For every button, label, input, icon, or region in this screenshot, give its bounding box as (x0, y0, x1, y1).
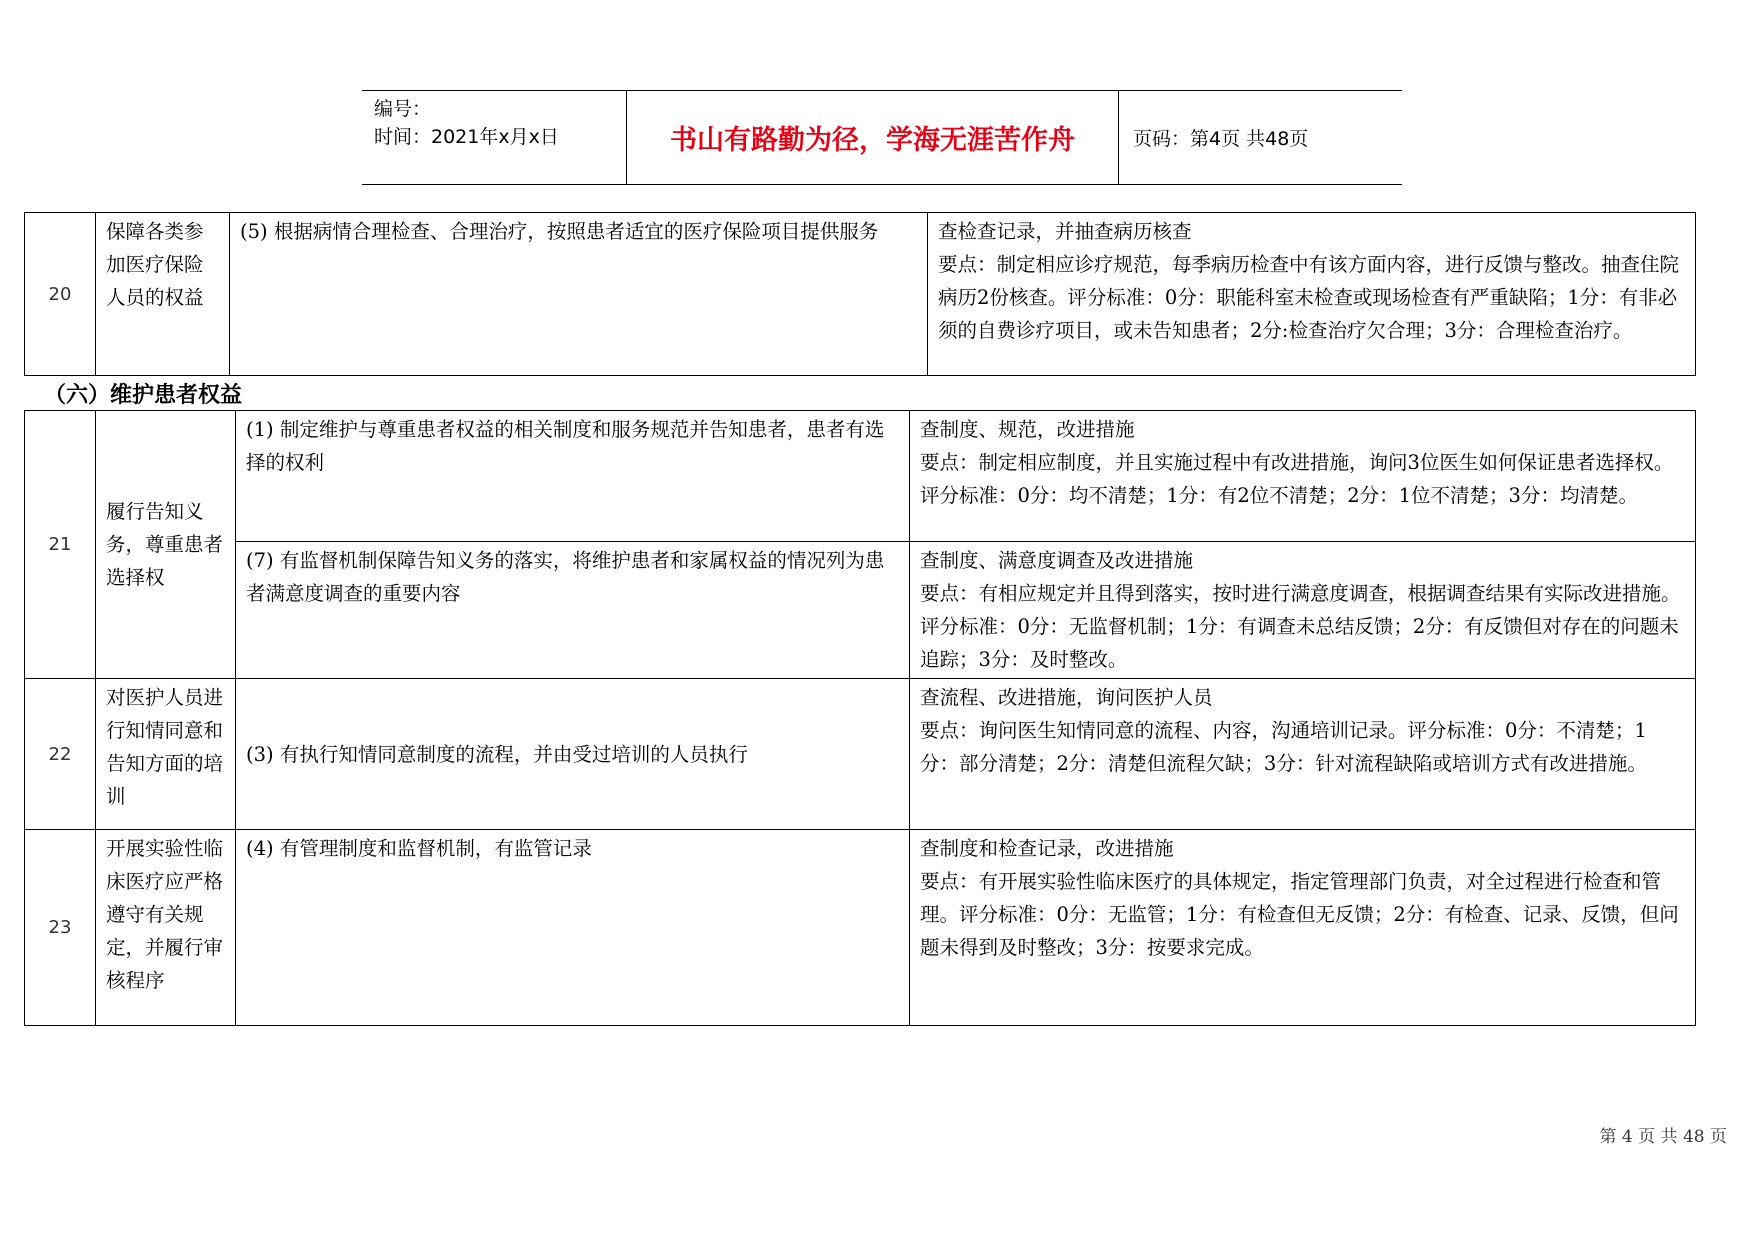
row-criteria: (3) 有执行知情同意制度的流程，并由受过培训的人员执行 (236, 679, 910, 830)
row-criteria: (1) 制定维护与尊重患者权益的相关制度和服务规范并告知患者，患者有选择的权利 (236, 411, 910, 542)
table-top (24, 212, 1696, 376)
page-label: 页码：第4页 共48页 (1133, 128, 1309, 150)
row-points: 要点：有相应规定并且得到落实，按时进行满意度调查，根据调查结果有实际改进措施。评分标准：0分：无监督机制；1分：有调查未总结反馈；2分：有反馈但对存在的问题未追踪；3分：及时整改。 (920, 582, 1681, 671)
table-row-23 (25, 830, 1696, 1026)
row-criteria: (4) 有管理制度和监督机制，有监管记录 (236, 830, 910, 1026)
row-method: 查检查记录，并抽查病历核查 (938, 220, 1192, 243)
row-method: 查流程、改进措施，询问医护人员 (920, 686, 1213, 709)
page-footer: 第 4 页 共 48 页 (1599, 1127, 1727, 1147)
row-points: 要点：有开展实验性临床医疗的具体规定，指定管理部门负责，对全过程进行检查和管理。评分标准：0分：无监管；1分：有检查但无反馈；2分：有检查、记录、反馈，但问题未得到及时整改；3分：按要求完成。 (920, 870, 1679, 959)
row-method: 查制度、规范，改进措施 (920, 418, 1135, 441)
row-item: 履行告知义务，尊重患者选择权 (96, 411, 236, 679)
motto: 书山有路勤为径，学海无涯苦作舟 (627, 91, 1119, 184)
document-header (362, 90, 1402, 185)
number-label: 编号： (374, 98, 432, 120)
table-row-22 (25, 679, 1696, 830)
row-points: 要点：询问医生知情同意的流程、内容，沟通培训记录。评分标准：0分：不清楚；1分：部分清楚；2分：清楚但流程欠缺；3分：针对流程缺陷或培训方式有改进措施。 (920, 719, 1647, 775)
row-item: 开展实验性临床医疗应严格遵守有关规定，并履行审核程序 (96, 830, 236, 1026)
header-meta (362, 91, 627, 184)
row-points: 要点：制定相应制度，并且实施过程中有改进措施，询问3位医生如何保证患者选择权。评分标准：0分：均不清楚；1分：有2位不清楚；2分：1位不清楚；3分：均清楚。 (920, 451, 1674, 507)
row-number: 20 (25, 213, 96, 376)
table-row-21a (25, 411, 1696, 542)
table-row-21b (25, 542, 1696, 679)
row-criteria: (7) 有监督机制保障告知义务的落实，将维护患者和家属权益的情况列为患者满意度调查的重要内容 (236, 542, 910, 679)
row-method-cell (910, 679, 1696, 830)
section-title: （六）维护患者权益 (44, 383, 243, 408)
row-method: 查制度、满意度调查及改进措施 (920, 549, 1194, 572)
table-main (24, 410, 1696, 1026)
row-points: 要点：制定相应诊疗规范，每季病历检查中有该方面内容，进行反馈与整改。抽查住院病历2份核查。评分标准：0分：职能科室未检查或现场检查有严重缺陷；1分：有非必须的自费诊疗项目，或未告知患者；2分:检查治疗欠合理；3分：合理检查治疗。 (938, 253, 1680, 342)
table-row-20 (25, 213, 1696, 376)
row-number: 22 (25, 679, 96, 830)
row-number: 23 (25, 830, 96, 1026)
time-label: 时间：2021年x月x日 (374, 126, 559, 148)
row-method-cell (910, 542, 1696, 679)
row-method-cell (910, 830, 1696, 1026)
row-item: 对医护人员进行知情同意和告知方面的培训 (96, 679, 236, 830)
row-method: 查制度和检查记录，改进措施 (920, 837, 1174, 860)
row-criteria: (5) 根据病情合理检查、合理治疗，按照患者适宜的医疗保险项目提供服务 (230, 213, 928, 376)
row-number: 21 (25, 411, 96, 679)
row-method-cell (928, 213, 1696, 376)
row-item: 保障各类参加医疗保险人员的权益 (96, 213, 230, 376)
row-method-cell (910, 411, 1696, 542)
